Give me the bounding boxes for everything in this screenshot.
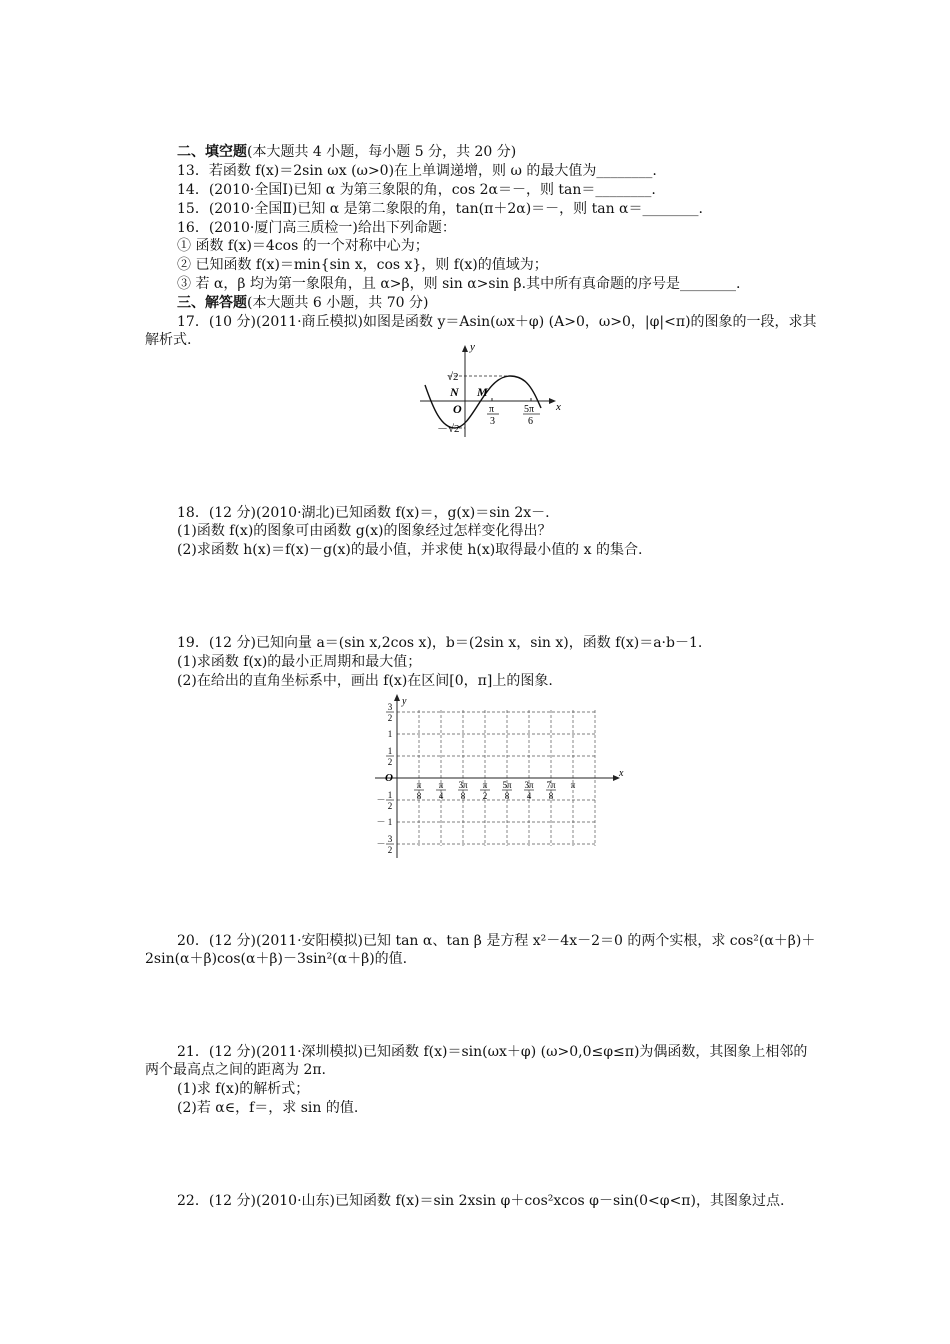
fig17-tick2-num: 5π [524, 404, 535, 415]
question-21-part-2: (2)若 α∈，f＝，求 sin 的值. [177, 1100, 359, 1116]
x-tick-denominator: 8 [416, 791, 422, 801]
x-tick-numerator: π [482, 780, 488, 790]
question-16-item-1: ① 函数 f(x)＝4cos 的一个对称中心为； [177, 238, 429, 254]
question-18-part-2: (2)求函数 h(x)＝f(x)－g(x)的最小值，并求使 h(x)取得最小值的 x 的集合. [177, 542, 643, 558]
fig17-y-label: y [470, 341, 475, 353]
fig17-tick2-den: 6 [528, 416, 533, 427]
y-tick-sign: － [376, 839, 386, 849]
x-tick-denominator: 4 [438, 791, 444, 801]
section-2-title: 二、填空题 [177, 144, 247, 160]
fig17-point-n: N [450, 385, 459, 399]
y-tick-sign: － [376, 795, 386, 805]
question-19-stem: 19．(12 分)已知向量 a＝(sin x,2cos x)，b＝(2sin x，sin x)，函数 f(x)＝a·b－1. [177, 635, 703, 651]
y-tick-numerator: 3 [387, 834, 393, 844]
fig17-x-arrow [549, 398, 556, 404]
x-tick-numerator: π [438, 780, 444, 790]
question-19-part-2: (2)在给出的直角坐标系中，画出 f(x)在区间[0，π]上的图象. [177, 673, 553, 689]
section-3-title: 三、解答题 [177, 295, 247, 311]
x-tick-denominator: 8 [460, 791, 466, 801]
y-tick-numerator: 3 [387, 702, 393, 712]
question-14: 14．(2010·全国Ⅰ)已知 α 为第三象限的角，cos 2α＝－，则 tan＝________. [177, 182, 656, 198]
y-tick-value: 1 [387, 817, 393, 827]
question-15: 15．(2010·全国Ⅱ)已知 α 是第二象限的角，tan(π＋2α)＝－，则 tan α＝________. [177, 201, 703, 217]
fig17-bottom-value: －√2 [437, 423, 460, 435]
fig17-curve [425, 376, 541, 428]
y-tick-denominator: 2 [387, 845, 393, 855]
fig17-top-value: √2 [447, 371, 459, 383]
y-tick-denominator: 2 [387, 757, 393, 767]
question-21-stem: 21．(12 分)(2011·深圳模拟)已知函数 f(x)＝sin(ωx＋φ) (ω>0,0≤φ≤π)为偶函数，其图象上相邻的两个最高点之间的距离为 2π. [145, 1044, 808, 1078]
question-13: 13．若函数 f(x)＝2sin ωx (ω>0)在上单调递增，则 ω 的最大值为________. [177, 163, 657, 179]
fig17-tick1-den: 3 [490, 416, 495, 427]
y-tick-denominator: 2 [387, 801, 393, 811]
y-tick-sign: － [376, 817, 386, 827]
y-axis-arrow [394, 694, 400, 701]
question-19-grid-figure [370, 692, 624, 860]
x-axis-label: x [619, 768, 624, 779]
y-tick-denominator: 2 [387, 713, 393, 723]
x-tick-numerator: π [570, 780, 576, 790]
section-3-heading [177, 294, 820, 312]
x-tick-numerator: π [416, 780, 422, 790]
x-tick-denominator: 8 [504, 791, 510, 801]
section-2-note: (本大题共 4 小题，每小题 5 分，共 20 分) [247, 144, 517, 160]
y-tick-value: 1 [387, 729, 393, 739]
y-axis-label: y [402, 696, 407, 707]
question-18-stem: 18．(12 分)(2010·湖北)已知函数 f(x)＝，g(x)＝sin 2x－. [177, 505, 550, 521]
question-19-part-1: (1)求函数 f(x)的最小正周期和最大值； [177, 654, 422, 670]
origin-label: O [385, 772, 393, 784]
question-16-item-3: ③ 若 α，β 均为第一象限角，且 α>β，则 sin α>sin β.其中所有真命题的序号是________. [177, 276, 741, 292]
question-16-item-2: ② 已知函数 f(x)＝min{sin x，cos x}，则 f(x)的值域为； [177, 257, 548, 273]
fig17-point-m: M [477, 385, 488, 399]
section-3-note: (本大题共 6 小题，共 70 分) [247, 295, 429, 311]
x-tick-denominator: 8 [548, 791, 554, 801]
question-18-part-1: (1)函数 f(x)的图象可由函数 g(x)的图象经过怎样变化得出？ [177, 523, 552, 539]
fig17-origin: O [453, 402, 462, 416]
section-2-heading [177, 143, 820, 161]
x-tick-numerator: 3π [524, 780, 534, 790]
x-tick-denominator: 2 [482, 791, 488, 801]
question-16-stem: 16．(2010·厦门高三质检一)给出下列命题： [177, 220, 456, 236]
x-tick-denominator: 4 [526, 791, 532, 801]
fig17-y-arrow [462, 345, 468, 352]
question-20: 20．(12 分)(2011·安阳模拟)已知 tan α、tan β 是方程 x²－4x－2＝0 的两个实根，求 cos²(α＋β)＋2sin(α＋β)cos(α＋β)－3sin²(α＋β)的值. [145, 933, 816, 967]
y-tick-numerator: 1 [387, 746, 393, 756]
x-tick-numerator: 3π [458, 780, 468, 790]
x-tick-numerator: 7π [546, 780, 556, 790]
x-tick-numerator: 5π [502, 780, 512, 790]
question-22: 22．(12 分)(2010·山东)已知函数 f(x)＝sin 2xsin φ＋cos²xcos φ－sin(0<φ<π)，其图象过点. [177, 1193, 785, 1209]
question-21-part-1: (1)求 f(x)的解析式； [177, 1081, 310, 1097]
question-17: 17．(10 分)(2011·商丘模拟)如图是函数 y＝Asin(ωx＋φ) (A>0，ω>0，|φ|<π)的图象的一段，求其解析式. [145, 314, 817, 348]
fig17-x-label: x [556, 401, 561, 413]
y-tick-numerator: 1 [387, 790, 393, 800]
fig17-tick1-num: π [489, 404, 495, 415]
question-17-figure [415, 342, 565, 442]
